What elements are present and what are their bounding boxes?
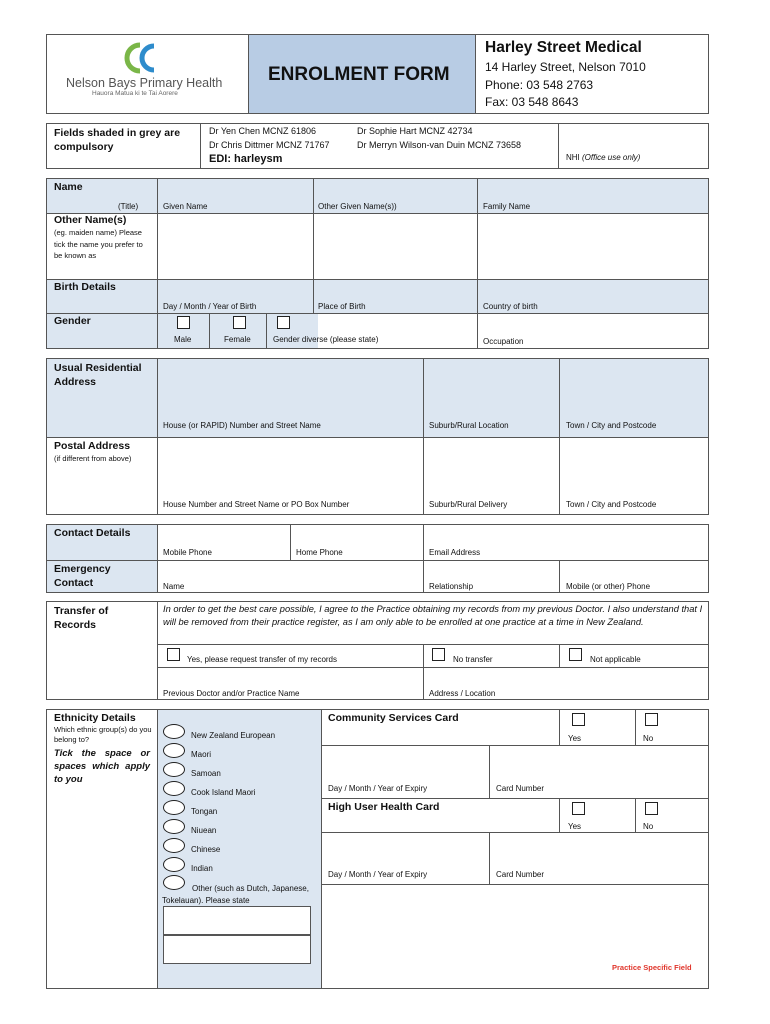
occupation-field[interactable]: [478, 314, 708, 334]
nhi-note: (Office use only): [582, 153, 641, 162]
suburb-label: Suburb/Rural Location: [429, 421, 509, 430]
huhc-card-number-label: Card Number: [496, 870, 545, 879]
practice-specific-area[interactable]: [322, 886, 708, 988]
mobile-label: Mobile Phone: [163, 548, 212, 557]
relationship-field[interactable]: [424, 561, 558, 580]
postal-house-field[interactable]: [158, 439, 422, 497]
suburb-field[interactable]: [424, 360, 558, 418]
usual-address-label: Usual Residential Address: [54, 362, 142, 388]
mobile-field[interactable]: [158, 526, 289, 546]
ethnicity-option-radio[interactable]: [163, 781, 185, 796]
gender-diverse-label: Gender diverse (please state): [273, 335, 379, 344]
family-name-field[interactable]: [478, 180, 708, 200]
male-label: Male: [174, 335, 192, 344]
email-label: Email Address: [429, 548, 481, 557]
nbph-logo: [110, 42, 162, 74]
csc-card-number-field[interactable]: [490, 747, 708, 781]
house-field[interactable]: [158, 360, 422, 418]
practice-address: 14 Harley Street, Nelson 7010: [485, 60, 646, 74]
prev-location-label: Address / Location: [429, 689, 496, 698]
practice-fax: Fax: 03 548 8643: [485, 95, 579, 109]
transfer-consent-text: In order to get the best care possible, I agree to the Practice obtaining my records from my previous Doctor. I also understand that I will be removed from their practice register, as I am only able to be enrolled at one practice at a time in New Zealand.: [163, 604, 703, 627]
huhc-yes-checkbox[interactable]: [572, 802, 585, 815]
ethnicity-instruction: Tick the space or spaces which apply to you: [54, 748, 150, 785]
transfer-yes-label: Yes, please request transfer of my records: [187, 655, 337, 664]
csc-no-label: No: [643, 734, 654, 743]
birth-details-label: Birth Details: [54, 281, 116, 293]
prev-doctor-label: Previous Doctor and/or Practice Name: [163, 689, 300, 698]
huhc-expiry-label: Day / Month / Year of Expiry: [328, 870, 428, 879]
ethnicity-option-label: Niuean: [191, 826, 217, 835]
emergency-contact-label: Emergency Contact: [54, 563, 111, 589]
csc-yes-checkbox[interactable]: [572, 713, 585, 726]
huhc-label: High User Health Card: [328, 801, 440, 813]
emergency-name-field[interactable]: [158, 561, 422, 580]
postal-house-label: House Number and Street Name or PO Box Number: [163, 500, 350, 509]
female-label: Female: [224, 335, 251, 344]
dob-label: Day / Month / Year of Birth: [163, 302, 257, 311]
nhi-label: NHI (Office use only): [566, 153, 641, 162]
house-label: House (or RAPID) Number and Street Name: [163, 421, 321, 430]
nhi-field[interactable]: [559, 124, 708, 150]
other-names-label: Other Name(s): [54, 214, 127, 226]
doctor-1: Dr Yen Chen MCNZ 61806: [209, 126, 317, 136]
other-name-field-3[interactable]: [478, 214, 708, 278]
prev-location-field[interactable]: [424, 668, 708, 687]
org-name: Nelson Bays Primary Health: [66, 76, 223, 90]
postal-suburb-label: Suburb/Rural Delivery: [429, 500, 508, 509]
practice-phone: Phone: 03 548 2763: [485, 78, 594, 92]
name-label: Name: [54, 181, 83, 193]
ethnicity-option-radio[interactable]: [163, 743, 185, 758]
transfer-na-checkbox[interactable]: [569, 648, 582, 661]
practice-specific-field-label: Practice Specific Field: [612, 963, 692, 972]
other-given-field[interactable]: [314, 180, 476, 200]
gender-diverse-checkbox[interactable]: [277, 316, 290, 329]
relationship-label: Relationship: [429, 582, 474, 591]
email-field[interactable]: [424, 526, 708, 546]
transfer-no-label: No transfer: [453, 655, 493, 664]
ethnicity-option-radio[interactable]: [163, 762, 185, 777]
practice-name: Harley Street Medical: [485, 39, 642, 56]
other-name-field-1[interactable]: [158, 214, 312, 278]
transfer-label: Transfer of Records: [54, 605, 109, 631]
doctor-3: Dr Chris Dittmer MCNZ 71767: [209, 140, 330, 150]
csc-card-number-label: Card Number: [496, 784, 545, 793]
transfer-na-label: Not applicable: [590, 655, 641, 664]
other-given-label: Other Given Name(s)): [318, 202, 397, 211]
occupation-label: Occupation: [483, 337, 524, 346]
huhc-card-number-field[interactable]: [490, 834, 708, 867]
compulsory-note: Fields shaded in grey are compulsory: [54, 127, 181, 153]
given-name-field[interactable]: [158, 180, 312, 200]
mobile-other-field[interactable]: [560, 561, 708, 580]
ethnicity-option-label: Indian: [191, 864, 213, 873]
huhc-no-checkbox[interactable]: [645, 802, 658, 815]
transfer-no-checkbox[interactable]: [432, 648, 445, 661]
postal-address-note: (if different from above): [54, 454, 132, 463]
postal-suburb-field[interactable]: [424, 439, 558, 497]
female-checkbox[interactable]: [233, 316, 246, 329]
csc-label: Community Services Card: [328, 712, 459, 724]
huhc-no-label: No: [643, 822, 654, 831]
ethnicity-other-field-2[interactable]: [163, 935, 311, 964]
contact-details-label: Contact Details: [54, 527, 131, 539]
family-name-label: Family Name: [483, 202, 531, 211]
emergency-name-label: Name: [163, 582, 185, 591]
ethnicity-option-label: Maori: [191, 750, 212, 759]
transfer-yes-checkbox[interactable]: [167, 648, 180, 661]
ethnicity-question: Which ethnic group(s) do you belong to?: [54, 725, 152, 744]
home-phone-label: Home Phone: [296, 548, 343, 557]
csc-expiry-label: Day / Month / Year of Expiry: [328, 784, 428, 793]
male-checkbox[interactable]: [177, 316, 190, 329]
csc-yes-label: Yes: [568, 734, 582, 743]
ethnicity-option-radio[interactable]: [163, 800, 185, 815]
other-names-note: (eg. maiden name) Please tick the name you prefer to be known as: [54, 228, 143, 260]
org-tagline: Hauora Matua ki te Tai Aorere: [92, 90, 178, 97]
title-label: (Title): [118, 202, 139, 211]
ethnicity-option-radio[interactable]: [163, 724, 185, 739]
ethnicity-option-radio[interactable]: [163, 838, 185, 853]
place-of-birth-label: Place of Birth: [318, 302, 366, 311]
csc-expiry-field[interactable]: [322, 747, 488, 781]
postal-town-label: Town / City and Postcode: [566, 500, 657, 509]
postal-address-label: Postal Address: [54, 440, 131, 452]
ethnicity-option-label: Chinese: [191, 845, 221, 854]
ethnicity-option-radio[interactable]: [163, 857, 185, 872]
huhc-expiry-field[interactable]: [322, 834, 488, 867]
prev-doctor-field[interactable]: [158, 668, 422, 687]
form-title: ENROLMENT FORM: [268, 64, 450, 85]
ethnicity-option-label: Tongan: [191, 807, 218, 816]
home-phone-field[interactable]: [291, 526, 422, 546]
doctor-4: Dr Merryn Wilson-van Duin MCNZ 73658: [357, 140, 522, 150]
ethnicity-option-label: Cook Island Maori: [191, 788, 256, 797]
mobile-other-label: Mobile (or other) Phone: [566, 582, 651, 591]
town-label: Town / City and Postcode: [566, 421, 657, 430]
huhc-yes-label: Yes: [568, 822, 582, 831]
country-of-birth-label: Country of birth: [483, 302, 538, 311]
ethnicity-other-field-1[interactable]: [163, 906, 311, 935]
ethnicity-option-label: Samoan: [191, 769, 221, 778]
ethnicity-option-label: New Zealand European: [191, 731, 276, 740]
ethnicity-option-radio[interactable]: [163, 819, 185, 834]
edi-code: EDI: harleysm: [209, 153, 283, 165]
csc-no-checkbox[interactable]: [645, 713, 658, 726]
town-field[interactable]: [560, 360, 708, 418]
ethnicity-label: Ethnicity Details: [54, 712, 136, 724]
given-name-label: Given Name: [163, 202, 208, 211]
other-name-field-2[interactable]: [314, 214, 476, 278]
ethnicity-other-label: Other (such as Dutch, Japanese, Tokelauan). Please state: [162, 884, 309, 905]
postal-town-field[interactable]: [560, 439, 708, 497]
gender-label: Gender: [54, 315, 91, 327]
doctor-2: Dr Sophie Hart MCNZ 42734: [357, 126, 473, 136]
